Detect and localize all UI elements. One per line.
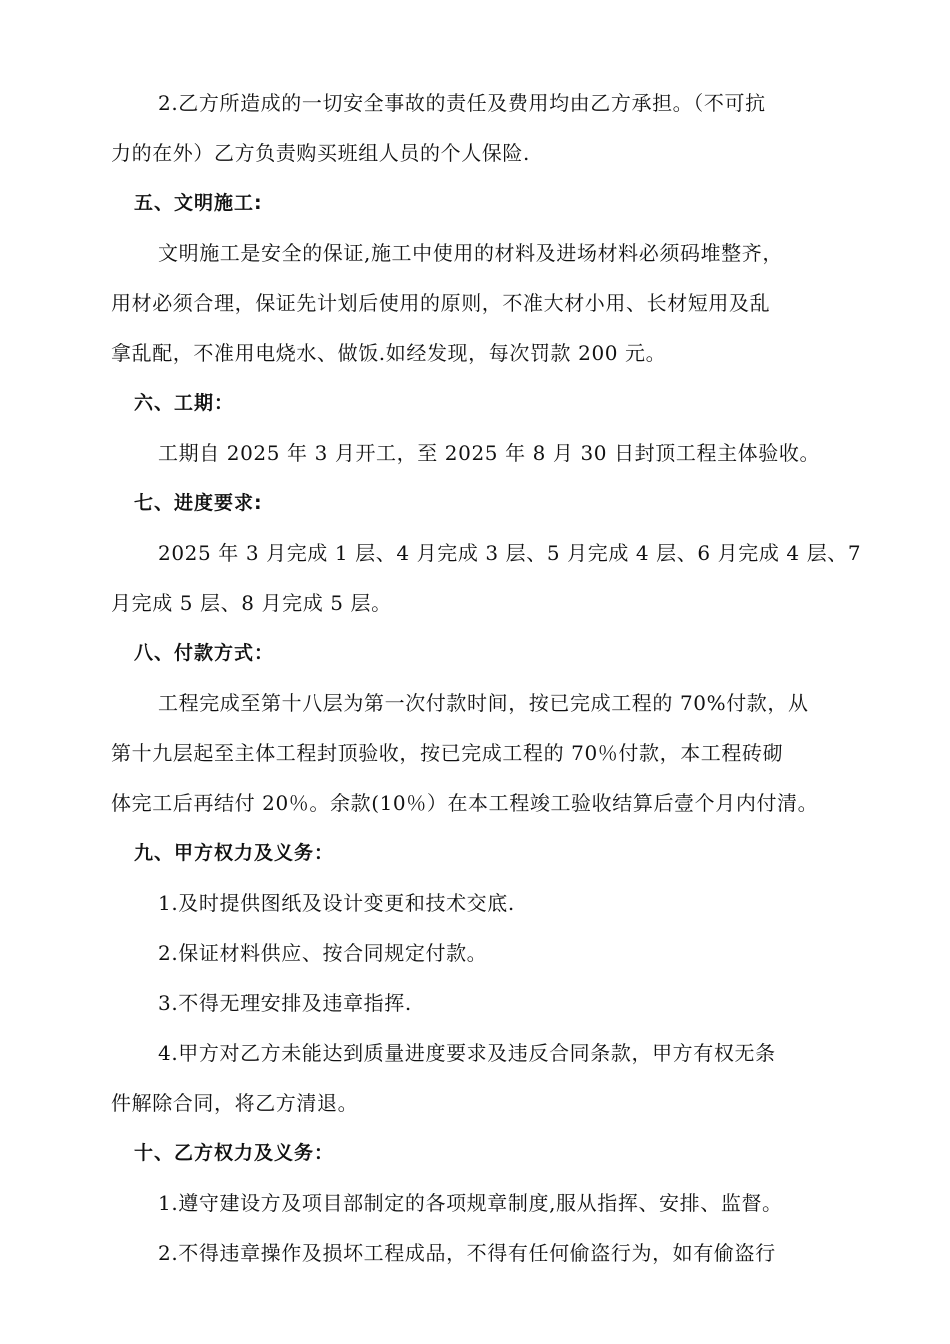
list-item: 1.及时提供图纸及设计变更和技术交底.	[158, 891, 515, 915]
section-heading: 九、甲方权力及义务：	[134, 842, 335, 864]
paragraph-line: 月完成 5 层、8 月完成 5 层。	[111, 591, 392, 615]
paragraph-line: 拿乱配，不准用电烧水、做饭.如经发现，每次罚款 200 元。	[111, 341, 667, 365]
section-heading: 十、乙方权力及义务：	[134, 1142, 335, 1164]
paragraph-line: 2025 年 3 月完成 1 层、4 月完成 3 层、5 月完成 4 层、6 月完成 4 层、7	[158, 541, 862, 565]
paragraph-line: 体完工后再结付 20％。余款(10％）在本工程竣工验收结算后壹个月内付清。	[111, 791, 819, 815]
paragraph-line: 2.乙方所造成的一切安全事故的责任及费用均由乙方承担。（不可抗	[158, 91, 766, 115]
list-item: 1.遵守建设方及项目部制定的各项规章制度,服从指挥、安排、监督。	[158, 1191, 783, 1215]
list-item: 4.甲方对乙方未能达到质量进度要求及违反合同条款，甲方有权无条	[158, 1041, 776, 1065]
list-item-continuation: 件解除合同，将乙方清退。	[111, 1091, 359, 1115]
paragraph-line: 文明施工是安全的保证,施工中使用的材料及进场材料必须码堆整齐，	[158, 241, 783, 265]
section-heading: 六、工期：	[134, 392, 235, 414]
list-item: 2.保证材料供应、按合同规定付款。	[158, 941, 488, 965]
section-heading: 五、文明施工:	[134, 192, 263, 214]
paragraph-line: 力的在外）乙方负责购买班组人员的个人保险.	[111, 141, 530, 165]
section-heading: 七、进度要求:	[134, 492, 263, 514]
list-item: 2.不得违章操作及损坏工程成品，不得有任何偷盗行为，如有偷盗行	[158, 1241, 776, 1265]
paragraph-line: 工期自 2025 年 3 月开工，至 2025 年 8 月 30 日封顶工程主体验收。	[158, 441, 821, 465]
paragraph-line: 用材必须合理，保证先计划后使用的原则，不准大材小用、长材短用及乱	[111, 291, 771, 315]
list-item: 3.不得无理安排及违章指挥.	[158, 991, 412, 1015]
section-heading: 八、付款方式：	[134, 642, 275, 664]
paragraph-line: 工程完成至第十八层为第一次付款时间，按已完成工程的 70%付款，从	[158, 691, 809, 715]
paragraph-line: 第十九层起至主体工程封顶验收，按已完成工程的 70％付款，本工程砖砌	[111, 741, 784, 765]
